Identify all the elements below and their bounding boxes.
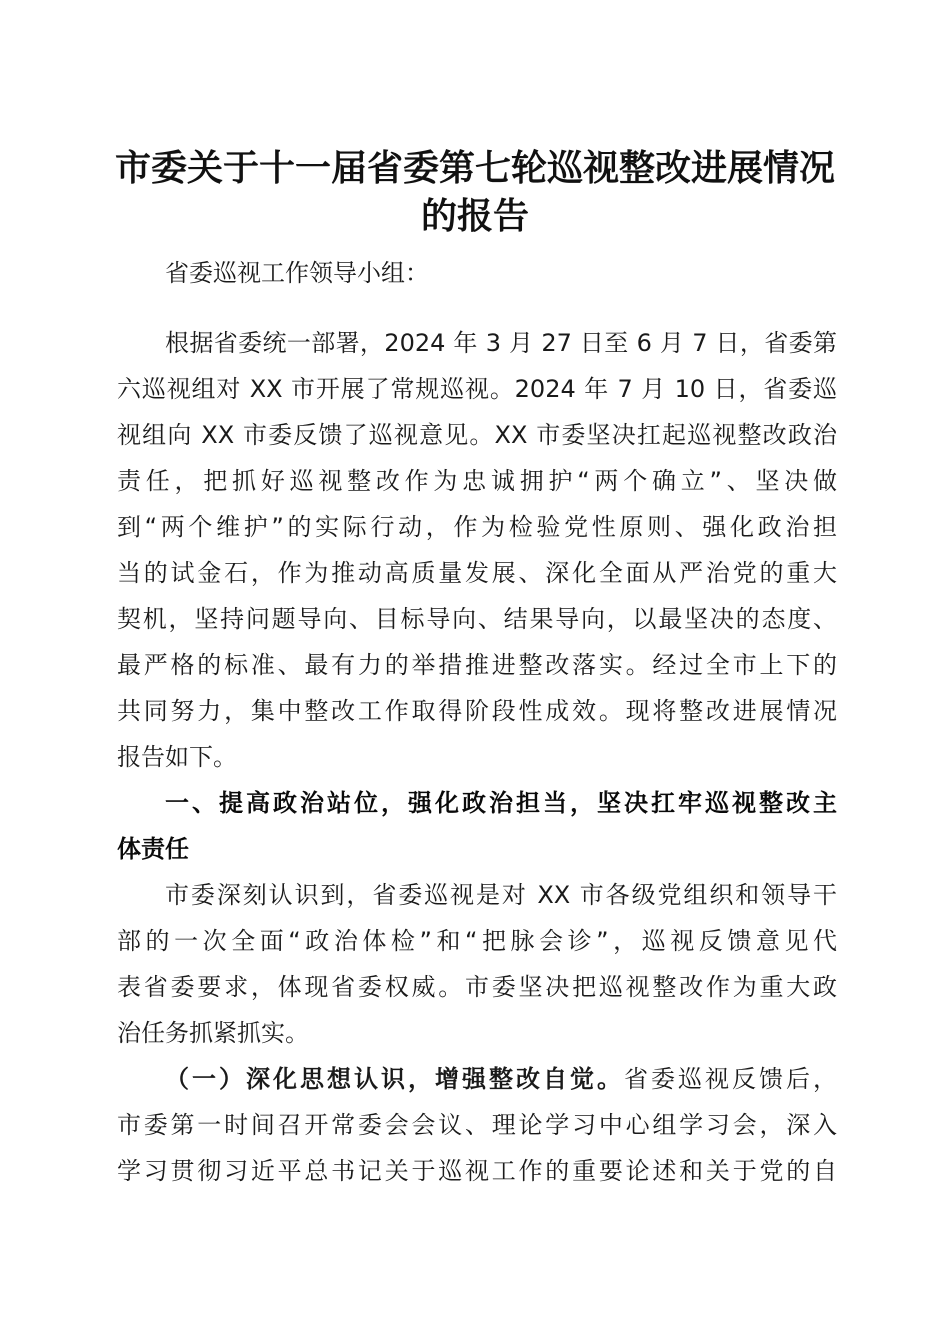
para3-line: 学习贯彻习近平总书记关于巡视工作的重要论述和关于党的自 bbox=[117, 1157, 837, 1185]
para1-line: 当的试金石，作为推动高质量发展、深化全面从严治党的重大 bbox=[117, 559, 837, 587]
section1-heading: 一、提高政治站位，强化政治担当，坚决扛牢巡视整改主 bbox=[165, 789, 837, 817]
para1-line: 六巡视组对 XX 市开展了常规巡视。2024 年 7 月 10 日，省委巡 bbox=[117, 375, 837, 403]
para1-line: 责任，把抓好巡视整改作为忠诚拥护“两个确立”、坚决做 bbox=[117, 467, 837, 495]
para1-line: 共同努力，集中整改工作取得阶段性成效。现将整改进展情况 bbox=[117, 697, 837, 725]
para3-line: 市委第一时间召开常委会会议、理论学习中心组学习会，深入 bbox=[117, 1111, 837, 1139]
document-title-line-2: 的报告 bbox=[420, 195, 529, 237]
subsection1-title: （一）深化思想认识，增强整改自觉。 bbox=[165, 1065, 624, 1093]
para1-line: 契机，坚持问题导向、目标导向、结果导向，以最坚决的态度、 bbox=[117, 605, 837, 633]
para1-line: 最严格的标准、最有力的举措推进整改落实。经过全市上下的 bbox=[117, 651, 837, 679]
para2-line: 治任务抓紧抓实。 bbox=[117, 1019, 309, 1047]
para2-line: 部的一次全面“政治体检”和“把脉会诊”，巡视反馈意见代 bbox=[117, 927, 837, 955]
para1-line: 报告如下。 bbox=[117, 743, 237, 771]
para1-line: 视组向 XX 市委反馈了巡视意见。XX 市委坚决扛起巡视整改政治 bbox=[117, 421, 837, 449]
document-title-line-1: 市委关于十一届省委第七轮巡视整改进展情况 bbox=[114, 147, 835, 189]
section1-heading: 体责任 bbox=[117, 835, 189, 863]
subsection1-first-line bbox=[165, 1067, 837, 1091]
subsection1-text: 省委巡视反馈后， bbox=[624, 1065, 837, 1093]
para1-line: 到“两个维护”的实际行动，作为检验党性原则、强化政治担 bbox=[117, 513, 837, 541]
para1-line: 根据省委统一部署，2024 年 3 月 27 日至 6 月 7 日，省委第 bbox=[165, 329, 837, 357]
para2-line: 表省委要求，体现省委权威。市委坚决把巡视整改作为重大政 bbox=[117, 973, 837, 1001]
para2-line: 市委深刻认识到，省委巡视是对 XX 市各级党组织和领导干 bbox=[165, 881, 837, 909]
salutation: 省委巡视工作领导小组： bbox=[165, 259, 429, 287]
